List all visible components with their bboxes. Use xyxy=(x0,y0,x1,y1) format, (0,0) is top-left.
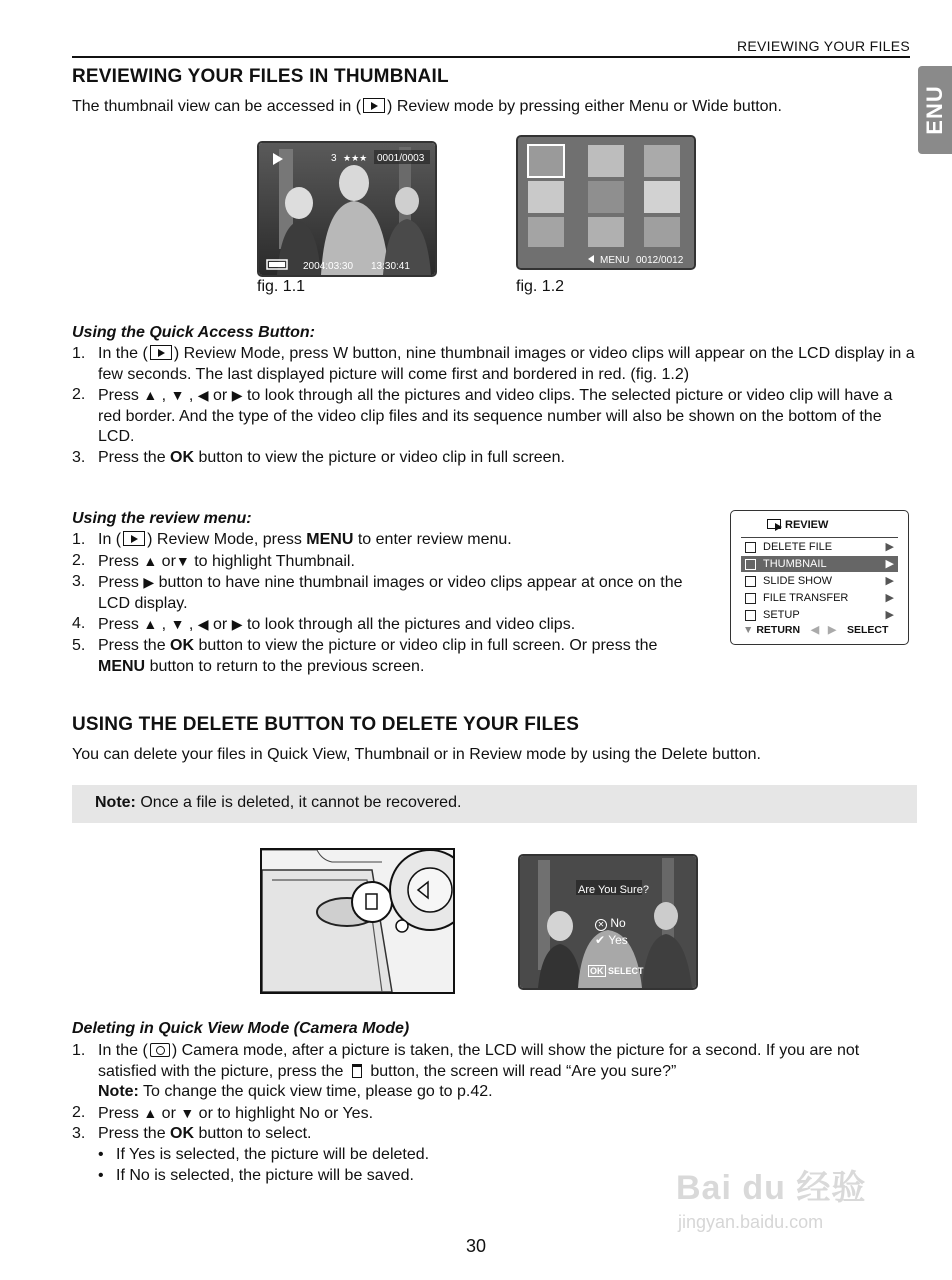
menu-item-file-transfer: FILE TRANSFER ▶ xyxy=(741,590,898,606)
fig-1-2-caption: fig. 1.2 xyxy=(516,278,565,295)
menu-item-thumbnail: THUMBNAIL ▶ xyxy=(741,556,898,572)
list-item: 4. Press ▲ , ▼ , ◀ or ▶ to look through all the pictures and video clips. xyxy=(72,615,576,634)
ok-icon: OK xyxy=(590,966,604,976)
fig-1-1-full-screen-photo xyxy=(257,141,437,277)
divider xyxy=(741,537,898,538)
dialog-footer: OK SELECT xyxy=(590,966,644,976)
right-arrow-icon: ▶ xyxy=(231,387,243,404)
setup-icon xyxy=(745,610,756,621)
fig-1-2-thumbnail-grid xyxy=(516,135,696,270)
grid-icon xyxy=(745,559,756,570)
down-arrow-icon: ▼ xyxy=(743,624,754,636)
svg-text:3: 3 xyxy=(331,153,337,164)
svg-text:★★★: ★★★ xyxy=(343,153,368,163)
camera-delete-button-illustration xyxy=(260,848,455,994)
right-arrow-icon: ▶ xyxy=(231,616,243,633)
up-arrow-icon: ▲ xyxy=(143,552,158,569)
fig-1-1-caption: fig. 1.1 xyxy=(257,278,306,295)
dialog-option-yes: ✔ Yes xyxy=(595,933,628,947)
review-menu-list xyxy=(72,530,692,677)
right-arrow-icon: ▶ xyxy=(143,574,155,591)
review-mode-icon xyxy=(767,519,781,529)
down-arrow-icon: ▼ xyxy=(170,387,185,404)
transfer-icon xyxy=(745,593,756,604)
menu-item-setup: SETUP ▶ xyxy=(741,607,898,623)
svg-text:MENU: MENU xyxy=(600,255,630,266)
list-item: 1. In ( ) Review Mode, press MENU to enter review menu. xyxy=(72,531,512,548)
down-arrow-icon: ▼ xyxy=(170,616,185,633)
camera-mode-icon xyxy=(150,1043,170,1057)
review-mode-icon xyxy=(363,98,385,113)
menu-item-slide-show: SLIDE SHOW ▶ xyxy=(741,573,898,589)
warning-note: Note: Once a file is deleted, it cannot be recovered. xyxy=(72,785,917,823)
watermark-url: jingyan.baidu.com xyxy=(678,1212,824,1232)
up-arrow-icon: ▲ xyxy=(143,387,158,404)
svg-text:13:30:41: 13:30:41 xyxy=(371,261,410,272)
delete-intro: You can delete your files in Quick View, Thumbnail or in Review mode by using the Delete button. xyxy=(72,746,761,763)
delete-confirm-screen xyxy=(518,854,698,990)
dialog-question: Are You Sure? xyxy=(578,884,649,896)
menu-footer: ▼ RETURN ◀ ▶ SELECT xyxy=(743,624,889,636)
quick-access-heading: Using the Quick Access Button: xyxy=(72,324,315,341)
list-item: 2. Press ▲ , ▼ , ◀ or ▶ to look through all the pictures and video clips. The selected picture or video clip will have a red border. And the type of the video clip files and its sequence number will also be shown on the bottom of the LCD. xyxy=(72,386,893,446)
header-rule xyxy=(72,56,910,58)
bullet-item: • If Yes is selected, the picture will be deleted. xyxy=(98,1145,430,1163)
dialog-option-no: ✕ No xyxy=(595,916,626,931)
left-arrow-icon: ◀ xyxy=(811,624,820,636)
watermark-logo: Bai du 经验 xyxy=(676,1169,867,1207)
up-arrow-icon: ▲ xyxy=(143,1104,158,1121)
down-arrow-icon: ▼ xyxy=(180,1104,195,1121)
left-arrow-icon: ◀ xyxy=(197,616,209,633)
review-menu-screen xyxy=(730,510,909,645)
down-arrow-icon: ▼ xyxy=(175,552,190,569)
review-menu-title: REVIEW xyxy=(785,519,829,531)
svg-text:0012/0012: 0012/0012 xyxy=(636,255,684,266)
check-icon: ✔ xyxy=(595,933,606,947)
review-mode-icon xyxy=(123,531,145,546)
right-arrow-icon: ▶ xyxy=(828,624,837,636)
cancel-icon: ✕ xyxy=(595,919,607,931)
list-item: 1. In the ( ) Review Mode, press W button, nine thumbnail images or video clips will appear on the LCD display in a few seconds. The last displayed picture will come first and bordered in red. (fig. 1.2) xyxy=(72,345,915,383)
list-item: 5. Press the OK button to view the picture or video clip in full screen. Or press the MENU button to return to the previous screen. xyxy=(72,636,658,675)
left-arrow-icon: ◀ xyxy=(197,387,209,404)
list-item: 1. In the ( ) Camera mode, after a picture is taken, the LCD will show the picture for a second. If you are not satisfied with the picture, press the button, the screen will read “Are you sure?” Note: To change the quick view time, please go to p.42. xyxy=(72,1042,860,1101)
bullet-item: • If No is selected, the picture will be saved. xyxy=(98,1166,414,1184)
quick-view-heading: Deleting in Quick View Mode (Camera Mode) xyxy=(72,1020,410,1037)
svg-text:0001/0003: 0001/0003 xyxy=(377,153,425,164)
list-item: 3. Press the OK button to view the picture or video clip in full screen. xyxy=(72,448,565,466)
svg-text:2004:03:30: 2004:03:30 xyxy=(303,261,354,272)
running-header: REVIEWING YOUR FILES xyxy=(737,38,910,54)
language-tab: ENU xyxy=(918,66,952,154)
film-icon xyxy=(745,576,756,587)
review-menu-heading: Using the review menu: xyxy=(72,510,252,527)
quick-access-list xyxy=(72,344,917,469)
trash-icon xyxy=(352,1064,362,1078)
menu-item-delete-file: DELETE FILE ▶ xyxy=(741,539,898,555)
section-title-delete: USING THE DELETE BUTTON TO DELETE YOUR FILES xyxy=(72,714,580,735)
page-number: 30 xyxy=(465,1236,487,1256)
thumbnail-intro: The thumbnail view can be accessed in ( ) Review mode by pressing either Menu or Wide button. xyxy=(72,98,782,115)
up-arrow-icon: ▲ xyxy=(143,616,158,633)
list-item: 3. Press the OK button to select. xyxy=(72,1125,312,1143)
section-title-thumbnail: REVIEWING YOUR FILES IN THUMBNAIL xyxy=(72,66,449,87)
list-item: 2. Press ▲ or▼ to highlight Thumbnail. xyxy=(72,551,355,570)
review-mode-icon xyxy=(150,345,172,360)
list-item: 2. Press ▲ or ▼ or to highlight No or Yes. xyxy=(72,1103,374,1122)
trash-icon xyxy=(745,542,756,553)
list-item: 3. Press ▶ button to have nine thumbnail images or video clips appear at once on the LCD display. xyxy=(72,573,683,612)
